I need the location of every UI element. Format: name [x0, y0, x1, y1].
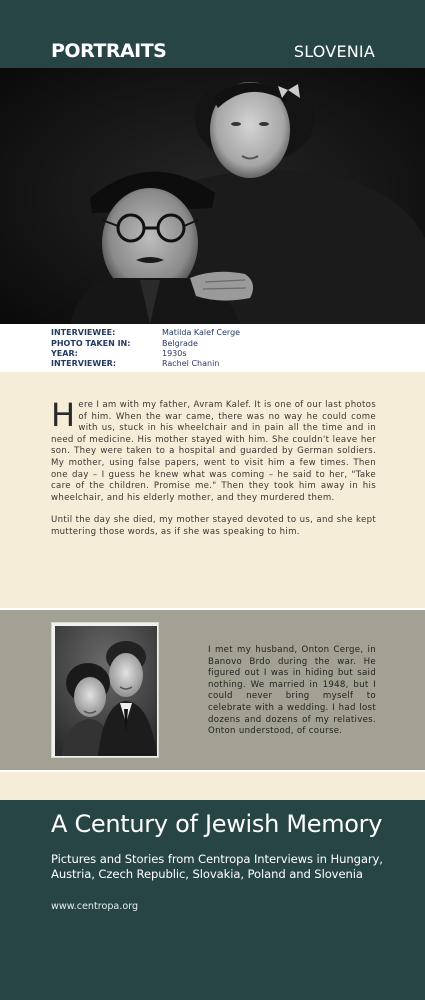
cream-band — [0, 772, 425, 800]
photo-metadata — [0, 324, 425, 372]
header — [0, 0, 425, 68]
wedding-section — [0, 610, 425, 770]
drop-cap: H — [51, 396, 76, 434]
meta-value: Belgrade — [162, 339, 198, 348]
meta-value: 1930s — [162, 349, 187, 358]
story-section — [0, 372, 425, 608]
meta-key: INTERVIEWEE: — [51, 328, 116, 337]
website-link[interactable]: www.centropa.org — [51, 901, 139, 912]
meta-key: INTERVIEWER: — [51, 359, 117, 368]
meta-value: Matilda Kalef Cerge — [162, 328, 241, 337]
main-portrait-photo — [0, 68, 425, 324]
exhibition-title: A Century of Jewish Memory — [51, 810, 383, 838]
wedding-text: I met my husband, Onton Cerge, in Banovo Brdo during the war. He figured out I was in hiding but said nothing. We married in 1948, but I could never bring myself to celebrate with a wedding. I had lost dozens and dozens of my relatives. Onton understood, of course. — [208, 645, 376, 737]
footer — [0, 800, 425, 1000]
couple-photo — [51, 622, 159, 758]
meta-row-interviewer — [51, 359, 411, 370]
story-paragraph-1 — [51, 396, 376, 504]
country-label: SLOVENIA — [293, 42, 375, 61]
story-paragraph-1-text: ere I am with my father, Avram Kalef. It is one of our last photos of him. When the war came, there was no way he could come with us, stuck in his wheelchair and in pain all the time and in need of medicine. His mother stayed with him. She couldn't leave her son. They were taken to a hospital and guarded by German soldiers. My mother, using false papers, went to visit him a few times. Then one day – I guess he knew what was coming – he said to her, "Take care of the children. Promise me." Then they took him away in his wheelchair, and his elderly mother, and they murdered them. — [51, 400, 376, 503]
meta-key: YEAR: — [51, 349, 78, 358]
story-text — [51, 396, 376, 539]
meta-value: Rachel Chanin — [162, 359, 220, 368]
couple-image — [52, 623, 159, 758]
meta-row-interviewee — [51, 328, 411, 339]
meta-key: PHOTO TAKEN IN: — [51, 339, 131, 348]
exhibition-subtitle: Pictures and Stories from Centropa Interviews in Hungary, Austria, Czech Republic, Slovakia, Poland and Slovenia — [51, 852, 383, 881]
section-title: PORTRAITS — [51, 40, 167, 62]
story-paragraph-2: Until the day she died, my mother stayed devoted to us, and she kept muttering those words, as if she was speaking to him. — [51, 515, 376, 537]
portrait-image — [0, 68, 425, 324]
